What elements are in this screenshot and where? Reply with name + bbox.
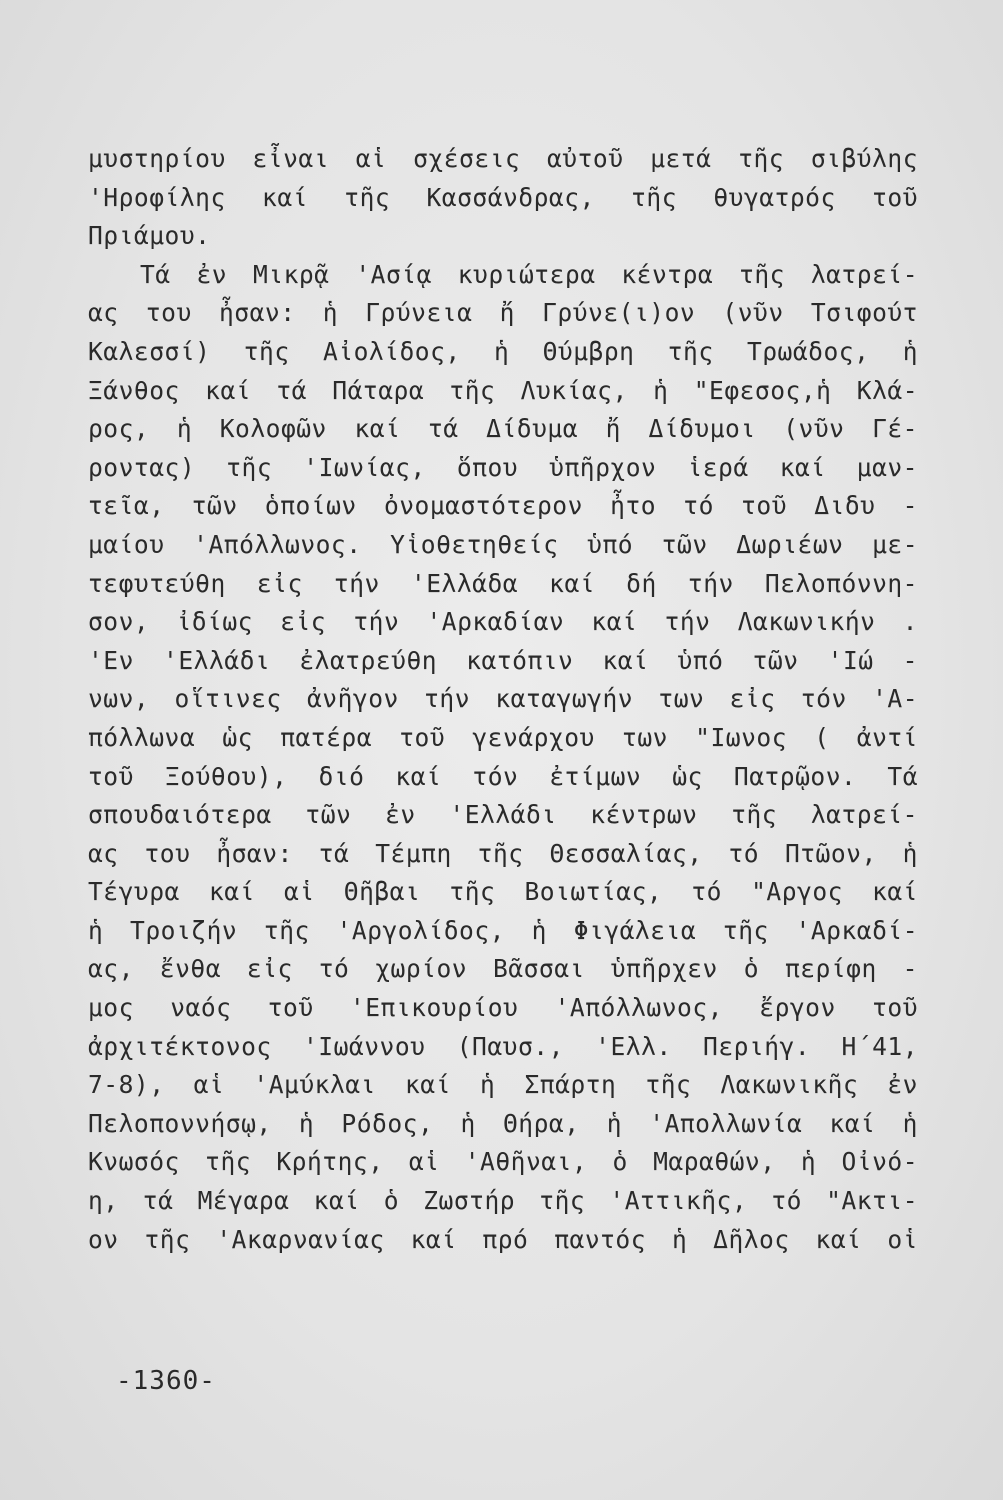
text-line: η, τά Μέγαρα καί ὁ Ζωστήρ τῆς 'Αττικῆς, τό "Ακτι- <box>88 1186 918 1216</box>
text-line: ροντας) τῆς 'Ιωνίας, ὅπου ὑπῆρχον ἱερά καί μαν- <box>88 452 918 482</box>
text-line: Τά ἐν Μικρᾷ 'Ασίᾳ κυριώτερα κέντρα τῆς λατρεί- <box>140 259 918 289</box>
text-line: ας του ἦσαν: τά Τέμπη τῆς Θεσσαλίας, τό Πτῶον, ἡ <box>88 838 918 868</box>
text-line: νων, οἵτινες ἀνῆγον τήν καταγωγήν των εἰς τόν 'Α- <box>88 684 918 714</box>
text-line: σπουδαιότερα τῶν ἐν 'Ελλάδι κέντρων τῆς λατρεί- <box>88 800 918 830</box>
text-line: Τέγυρα καί αἱ Θῆβαι τῆς Βοιωτίας, τό "Αργος καί <box>88 877 918 907</box>
text-line: σον, ἰδίως εἰς τήν 'Αρκαδίαν καί τήν Λακωνικήν . <box>88 607 918 637</box>
page-number: -1360- <box>116 1366 216 1396</box>
text-line: μυστηρίου εἶναι αἱ σχέσεις αὐτοῦ μετά τῆς σιβύλης <box>88 144 918 173</box>
text-line: ρος, ἡ Κολοφῶν καί τά Δίδυμα ἤ Δίδυμοι (νῦν Γέ- <box>88 414 918 444</box>
text-line: ας του ἦσαν: ἡ Γρύνεια ἤ Γρύνε(ι)ον (νῦν Τσιφούτ <box>88 298 918 328</box>
text-line: Πριάμου. <box>88 221 211 251</box>
text-line: ον τῆς 'Ακαρνανίας καί πρό παντός ἡ Δῆλος καί οἱ <box>88 1224 918 1254</box>
text-line: μος ναός τοῦ 'Επικουρίου 'Απόλλωνος, ἔργον τοῦ <box>88 993 918 1023</box>
text-line: πόλλωνα ὡς πατέρα τοῦ γενάρχου των "Ιωνος ( ἀντί <box>88 722 918 752</box>
text-line: Καλεσσί) τῆς Αἰολίδος, ἡ Θύμβρη τῆς Τρωάδος, ἡ <box>88 336 918 366</box>
body-text <box>88 140 918 1259</box>
text-line: 'Ηροφίλης καί τῆς Κασσάνδρας, τῆς θυγατρός τοῦ <box>88 182 918 212</box>
text-line: μαίου 'Απόλλωνος. Υἱοθετηθείς ὑπό τῶν Δωριέων με- <box>88 529 918 559</box>
text-line: τοῦ Ξούθου), διό καί τόν ἐτίμων ὡς Πατρῷον. Τά <box>88 761 918 791</box>
text-line: ας, ἔνθα εἰς τό χωρίον Βᾶσσαι ὑπῆρχεν ὁ περίφη - <box>88 954 918 984</box>
text-line: 'Εν 'Ελλάδι ἐλατρεύθη κατόπιν καί ὑπό τῶν 'Ιώ - <box>88 645 918 675</box>
text-line: ἡ Τροιζήν τῆς 'Αργολίδος, ἡ Φιγάλεια τῆς 'Αρκαδί- <box>88 915 918 945</box>
text-line: Ξάνθος καί τά Πάταρα τῆς Λυκίας, ἡ "Εφεσος,ἡ Κλά- <box>88 375 918 405</box>
text-line: Κνωσός τῆς Κρήτης, αἱ 'Αθῆναι, ὁ Μαραθών, ἡ Οἰνό- <box>88 1147 918 1177</box>
text-line: Πελοποννήσῳ, ἡ Ρόδος, ἡ Θήρα, ἡ 'Απολλωνία καί ἡ <box>88 1108 918 1138</box>
text-line: τεφυτεύθη εἰς τήν 'Ελλάδα καί δή τήν Πελοπόννη- <box>88 568 918 598</box>
text-line: τεῖα, τῶν ὁποίων ὀνομαστότερον ἦτο τό τοῦ Διδυ - <box>88 491 918 521</box>
text-line: ἀρχιτέκτονος 'Ιωάννου (Παυσ., 'Ελλ. Περιήγ. Η΄41, <box>88 1031 918 1061</box>
text-line: 7-8), αἱ 'Αμύκλαι καί ἡ Σπάρτη τῆς Λακωνικῆς ἐν <box>88 1070 918 1100</box>
